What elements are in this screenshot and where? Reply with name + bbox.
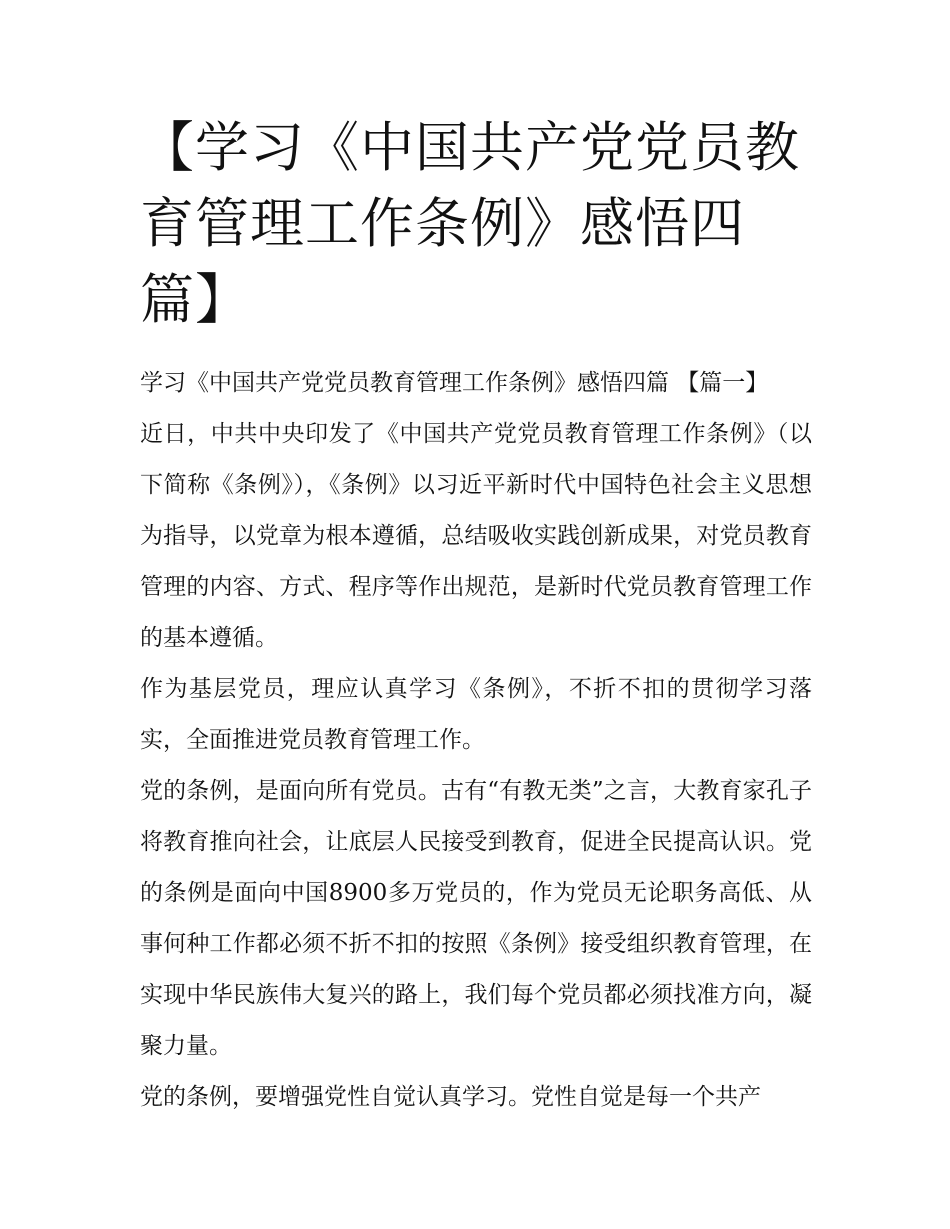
paragraph-4: 党的条例，要增强党性自觉认真学习。党性自觉是每一个共产 bbox=[140, 1084, 761, 1110]
document-body bbox=[140, 110, 812, 1123]
paragraph-1: 近日，中共中央印发了《中国共产党党员教育管理工作条例》（以下简称《条例》），《条例》以习近平新时代中国特色社会主义思想为指导，以党章为根本遵循，总结吸收实践创新成果，对党员教育管理的内容、方式、程序等作出规范，是新时代党员教育管理工作的基本遵循。 bbox=[140, 421, 812, 651]
paragraph-2: 作为基层党员，理应认真学习《条例》，不折不扣的贯彻学习落实，全面推进党员教育管理工作。 bbox=[140, 676, 812, 753]
paragraph-3: 党的条例，是面向所有党员。古有“有教无类”之言，大教育家孔子将教育推向社会，让底层人民接受到教育，促进全民提高认识。党的条例是面向中国8900多万党员的，作为党员无论职务高低、从事何种工作都必须不折不扣的按照《条例》接受组织教育管理，在实现中华民族伟大复兴的路上，我们每个党员都必须找准方向，凝聚力量。 bbox=[140, 778, 812, 1059]
document-title: 【学习《中国共产党党员教育管理工作条例》感悟四篇】 bbox=[140, 116, 800, 331]
document-subtitle: 学习《中国共产党党员教育管理工作条例》感悟四篇 【篇一】 bbox=[140, 370, 769, 396]
